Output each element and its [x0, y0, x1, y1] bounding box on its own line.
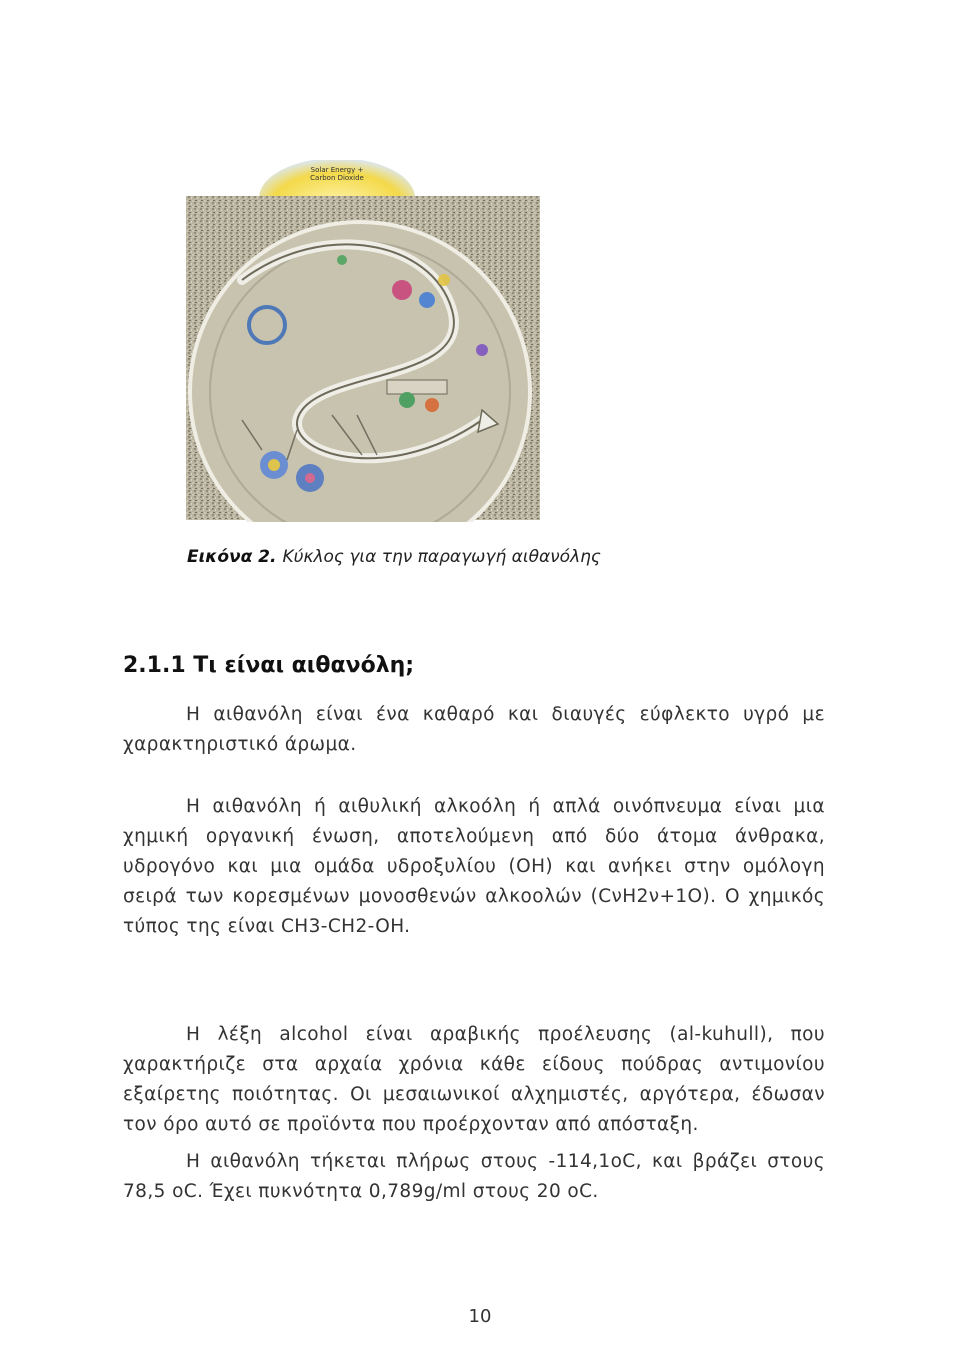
- figure-label-line2: Carbon Dioxide: [310, 174, 364, 182]
- paragraph-1: [123, 700, 825, 760]
- paragraph-2: [123, 792, 825, 942]
- paragraph-4: [123, 1147, 825, 1207]
- paragraph-3: [123, 1020, 825, 1140]
- ethanol-cycle-illustration: [182, 160, 544, 522]
- ethanol-cycle-figure: [182, 160, 544, 522]
- caption-label: Εικόνα 2.: [187, 547, 277, 567]
- paragraph-2-text: Η αιθανόλη ή αιθυλική αλκοόλη ή απλά οινόπνευμα είναι μια χημική οργανική ένωση, αποτελούμενη από δύο άτομα άνθρακα, υδρογόνο και μια ομάδα υδροξυλίου (OH) και ανήκει στην ομόλογη σειρά των κορεσμένων μονοσθενών αλκοολών (CνH2ν+1O). Ο χημικός τύπος της είναι CH3-CH2-OH.: [123, 796, 825, 937]
- section-heading: 2.1.1 Τι είναι αιθανόλη;: [123, 653, 415, 678]
- figure-label-line1: Solar Energy +: [310, 166, 364, 174]
- caption-text: Κύκλος για την παραγωγή αιθανόλης: [282, 547, 601, 567]
- paragraph-4-text: Η αιθανόλη τήκεται πλήρως στους -114,1oC, και βράζει στους 78,5 oC. Έχει πυκνότητα 0,789g/ml στους 20 oC.: [123, 1151, 825, 1202]
- paragraph-3-text: Η λέξη alcohol είναι αραβικής προέλευσης (al-kuhull), που χαρακτήριζε στα αρχαία χρόνια κάθε είδους πούδρας αντιμονίου εξαίρετης ποιότητας. Οι μεσαιωνικοί αλχημιστές, αργότερα, έδωσαν τον όρο αυτό σε προϊόντα που προέρχονταν από απόσταξη.: [123, 1024, 825, 1135]
- figure-caption: [187, 547, 601, 567]
- page-number: 10: [468, 1306, 492, 1327]
- paragraph-1-text: Η αιθανόλη είναι ένα καθαρό και διαυγές εύφλεκτο υγρό με χαρακτηριστικό άρωμα.: [123, 704, 825, 755]
- figure-label: [262, 166, 412, 182]
